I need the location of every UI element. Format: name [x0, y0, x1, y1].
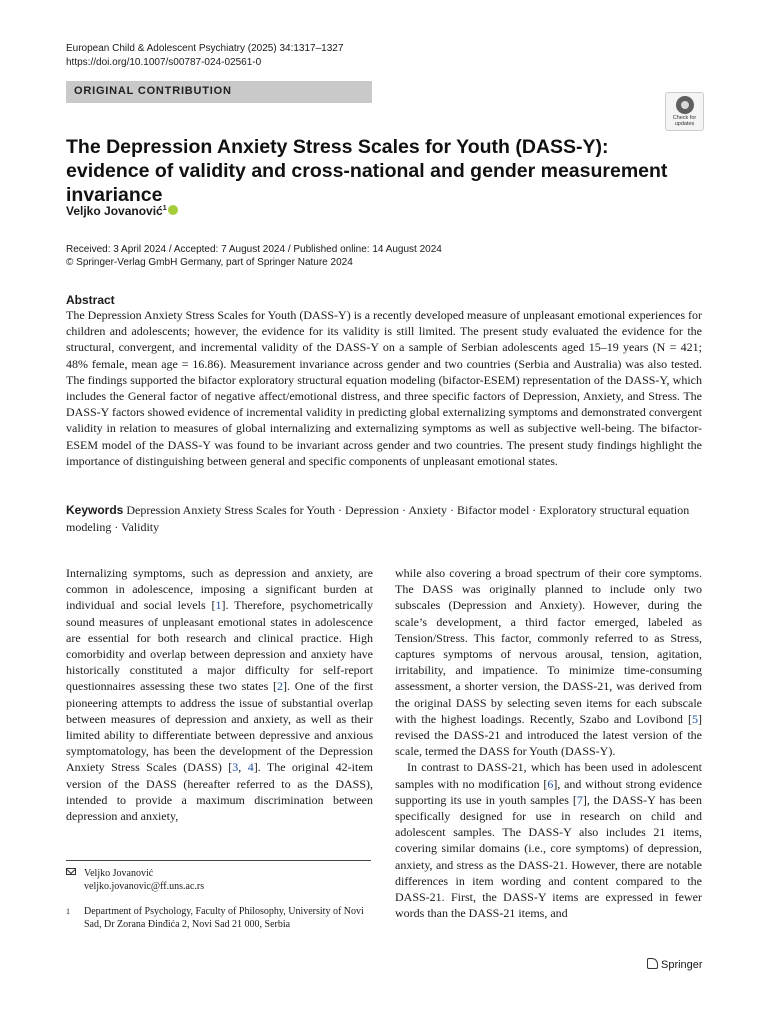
check-updates-label: Check for updates: [672, 115, 697, 127]
keywords-list: Depression Anxiety Stress Scales for Youth · Depression · Anxiety · Bifactor model · Exploratory structural equation modeling · Validity: [66, 503, 690, 534]
journal-header: [66, 42, 343, 70]
citation-link[interactable]: 1: [215, 598, 222, 613]
author-line: [66, 204, 178, 218]
contact-email[interactable]: veljko.jovanovic@ff.uns.ac.rs: [84, 881, 205, 892]
affiliation-number: 1: [66, 907, 70, 916]
publisher-logo: [647, 958, 703, 971]
footnote-divider: [66, 860, 371, 861]
citation-link[interactable]: 5: [692, 711, 698, 726]
citation-link[interactable]: 3: [232, 760, 239, 775]
affiliation-text: Department of Psychology, Faculty of Philosophy, University of Novi Sad, Dr Zorana Đinđića 2, Novi Sad 21 000, Serbia: [84, 906, 364, 930]
journal-citation: European Child & Adolescent Psychiatry (2025) 34:1317–1327: [66, 43, 344, 54]
citation-link[interactable]: 4: [247, 760, 254, 775]
doi-link[interactable]: https://doi.org/10.1007/s00787-024-02561-0: [66, 57, 262, 68]
affiliation: [66, 905, 371, 931]
paragraph: Internalizing symptoms, such as depression and anxiety, are common in adolescence, imposing a significant burden at individual and social levels [1]. Therefore, psychometrically sound measures of unpleasant emotional states in adolescence are essential for both research and clinical practice. High comorbidity and overlap between depression and anxiety have historically constituted a major difficulty for self-report questionnaires assessing these two states [2]. One of the first pioneering attempts to address the issue of substantial overlap between measures of depression and anxiety, as well as their limited ability to differentiate between depressive and anxious symptomatology, has been the development of the Depression Anxiety Stress Scales (DASS) [3, 4]. The original 42-item version of the DASS (hereafter referred to as the DASS), intended to provide a maximum discrimination between depression and anxiety,: [66, 566, 374, 824]
abstract-text: The Depression Anxiety Stress Scales for Youth (DASS-Y) is a recently developed measure of unpleasant emotional experiences for children and adolescents; however, the evidence for its validity is still limited. The present study evaluated the evidence for the structural, convergent, and incremental validity of the DASS-Y on a sample of Serbian adolescents aged 15–19 years (N = 421; 48% female, mean age = 16.86). Measurement invariance across gender and two countries (Serbia and Australia) was also tested. The findings supported the bifactor exploratory structural equation modeling (bifactor-ESEM) representation of the DASS-Y, which includes the General factor of negative affect/emotional distress, and three specific factors of Depression, Anxiety, and Stress. The DASS-Y factors showed evidence of incremental validity in predicting global externalizing symptoms and demonstrated convergent validity in relation to measures of global internalizing and externalizing symptoms as well as subjective well-being. The bifactor-ESEM model of the DASS-Y was found to be invariant across gender and two countries. The present study findings highlight the importance of distinguishing between general and specific components of unpleasant emotional states.: [66, 308, 702, 468]
springer-horse-icon: [647, 958, 658, 969]
paragraph: while also covering a broad spectrum of their core symptoms. The DASS was originally planned to include only two subscales (Depression and Anxiety). However, during the scale’s development, a third factor emerged, labeled as Tension/Stress. This factor, commonly referred to as Stress, captures symptoms of nervous arousal, tension, agitation, irritability, and impatience. To minimize time-consuming assessment, a shorter version, the DASS-21, was derived from the original DASS by selecting seven items for each subscale with the highest loadings. Recently, Szabo and Lovibond [5] revised the DASS-21 and introduced the latest version of the scale, termed the DASS for Youth (DASS-Y).: [395, 566, 702, 759]
corresponding-author: [66, 867, 204, 893]
citation-link[interactable]: 7: [576, 792, 583, 807]
section-banner: [66, 81, 372, 103]
citation-link[interactable]: 6: [547, 776, 554, 791]
publisher-name: Springer: [661, 959, 703, 971]
author-affil-mark: 1: [162, 205, 167, 212]
author-name[interactable]: Veljko Jovanović: [66, 204, 163, 218]
publication-dates: [66, 243, 442, 269]
article-title: The Depression Anxiety Stress Scales for Youth (DASS-Y): evidence of validity and cross-national and gender measurement invariance: [66, 136, 668, 206]
copyright: © Springer-Verlag GmbH Germany, part of Springer Nature 2024: [66, 257, 353, 268]
date-history: Received: 3 April 2024 / Accepted: 7 August 2024 / Published online: 14 August 2024: [66, 244, 442, 255]
keywords: [66, 502, 702, 535]
contact-name: Veljko Jovanović: [84, 868, 154, 879]
section-label: ORIGINAL CONTRIBUTION: [74, 85, 232, 97]
citation-link[interactable]: 2: [277, 679, 284, 694]
keywords-label: Keywords: [66, 503, 124, 517]
check-for-updates-button[interactable]: [665, 92, 704, 131]
envelope-icon: [66, 868, 76, 875]
check-updates-icon: [676, 96, 694, 114]
orcid-icon[interactable]: [168, 205, 178, 215]
paragraph: In contrast to DASS-21, which has been used in adolescent samples with no modification [6], and without strong evidence supporting its use in youth samples [7], the DASS-Y has been specifically designed for use in research on child and adolescent samples. The DASS-Y also includes 21 items, covering similar domains (i.e., core symptoms) of depression, anxiety, and stress as the DASS-21. However, there are notable differences in item wording and content compared to the DASS-21. First, the DASS-Y items are expressed in fewer words than the DASS-21 items, and: [395, 760, 702, 921]
abstract-heading: Abstract: [66, 293, 115, 307]
body-column-left: [66, 565, 373, 824]
body-column-right: [395, 565, 702, 921]
